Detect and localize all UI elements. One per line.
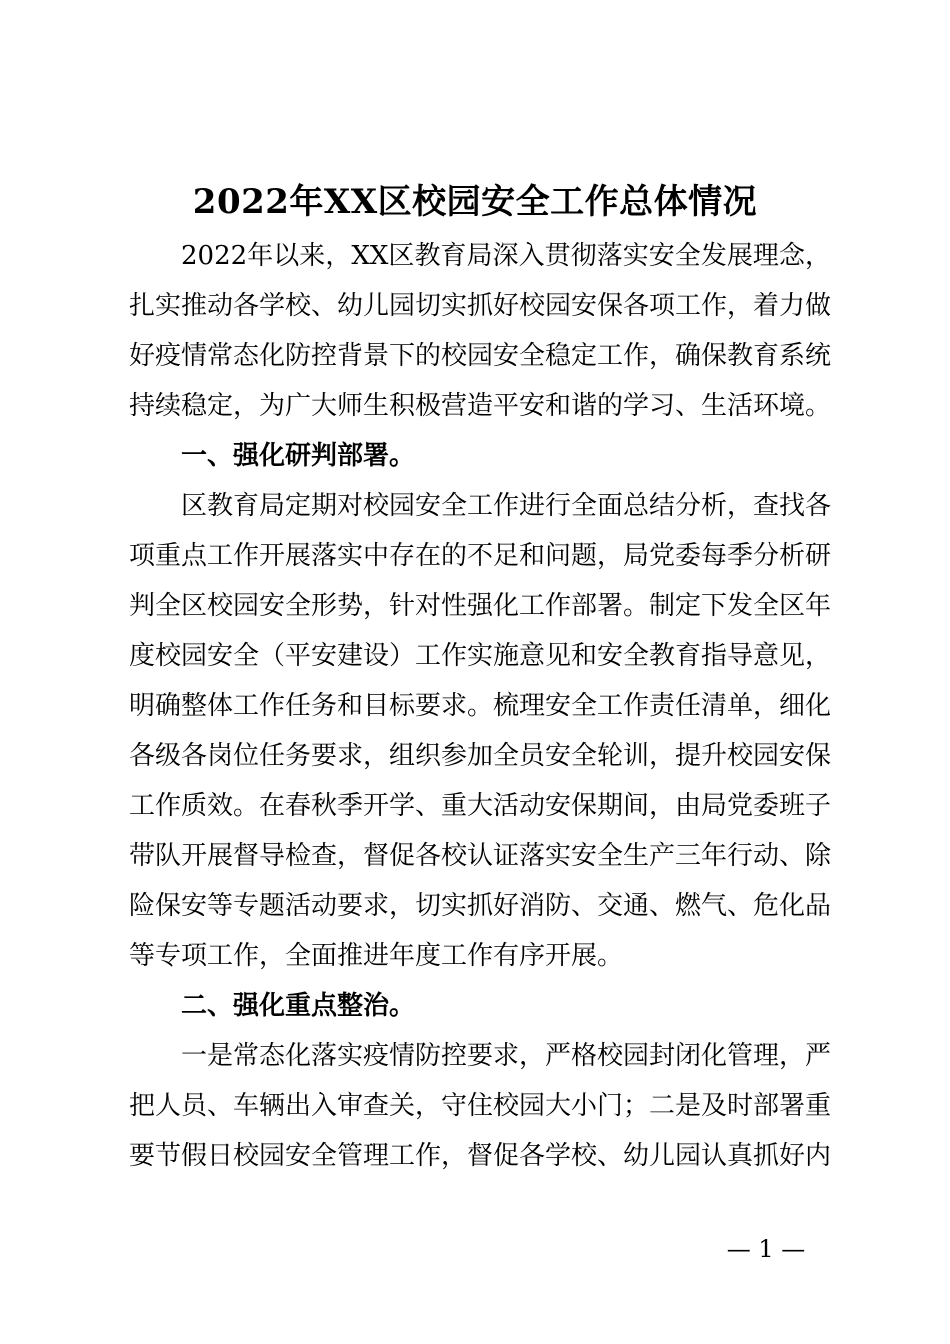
document-body: [129, 231, 831, 1181]
section-paragraph-2: 一是常态化落实疫情防控要求，严格校园封闭化管理，严把人员、车辆出入审查关，守住校园大小门；二是及时部署重要节假日校园安全管理工作，督促各学校、幼儿园认真抓好内: [129, 1041, 832, 1171]
section-heading-2: 二、强化重点整治。: [181, 991, 416, 1021]
page-number: — 1 —: [726, 1235, 806, 1263]
section-paragraph-1: 区教育局定期对校园安全工作进行全面总结分析，查找各项重点工作开展落实中存在的不足和问题，局党委每季分析研判全区校园安全形势，针对性强化工作部署。制定下发全区年度校园安全（平安建设）工作实施意见和安全教育指导意见，明确整体工作任务和目标要求。梳理安全工作责任清单，细化各级各岗位任务要求，组织参加全员安全轮训，提升校园安保工作质效。在春秋季开学、重大活动安保期间，由局党委班子带队开展督导检查，督促各校认证落实安全生产三年行动、除险保安等专题活动要求，切实抓好消防、交通、燃气、危化品等专项工作，全面推进年度工作有序开展。: [129, 491, 832, 971]
document-title: 2022年XX区校园安全工作总体情况: [192, 182, 758, 222]
intro-paragraph: 2022年以来，XX区教育局深入贯彻落实安全发展理念，扎实推动各学校、幼儿园切实抓好校园安保各项工作，着力做好疫情常态化防控背景下的校园安全稳定工作，确保教育系统持续稳定，为广大师生积极营造平安和谐的学习、生活环境。: [129, 241, 832, 421]
section-heading-1: 一、强化研判部署。: [181, 441, 416, 471]
